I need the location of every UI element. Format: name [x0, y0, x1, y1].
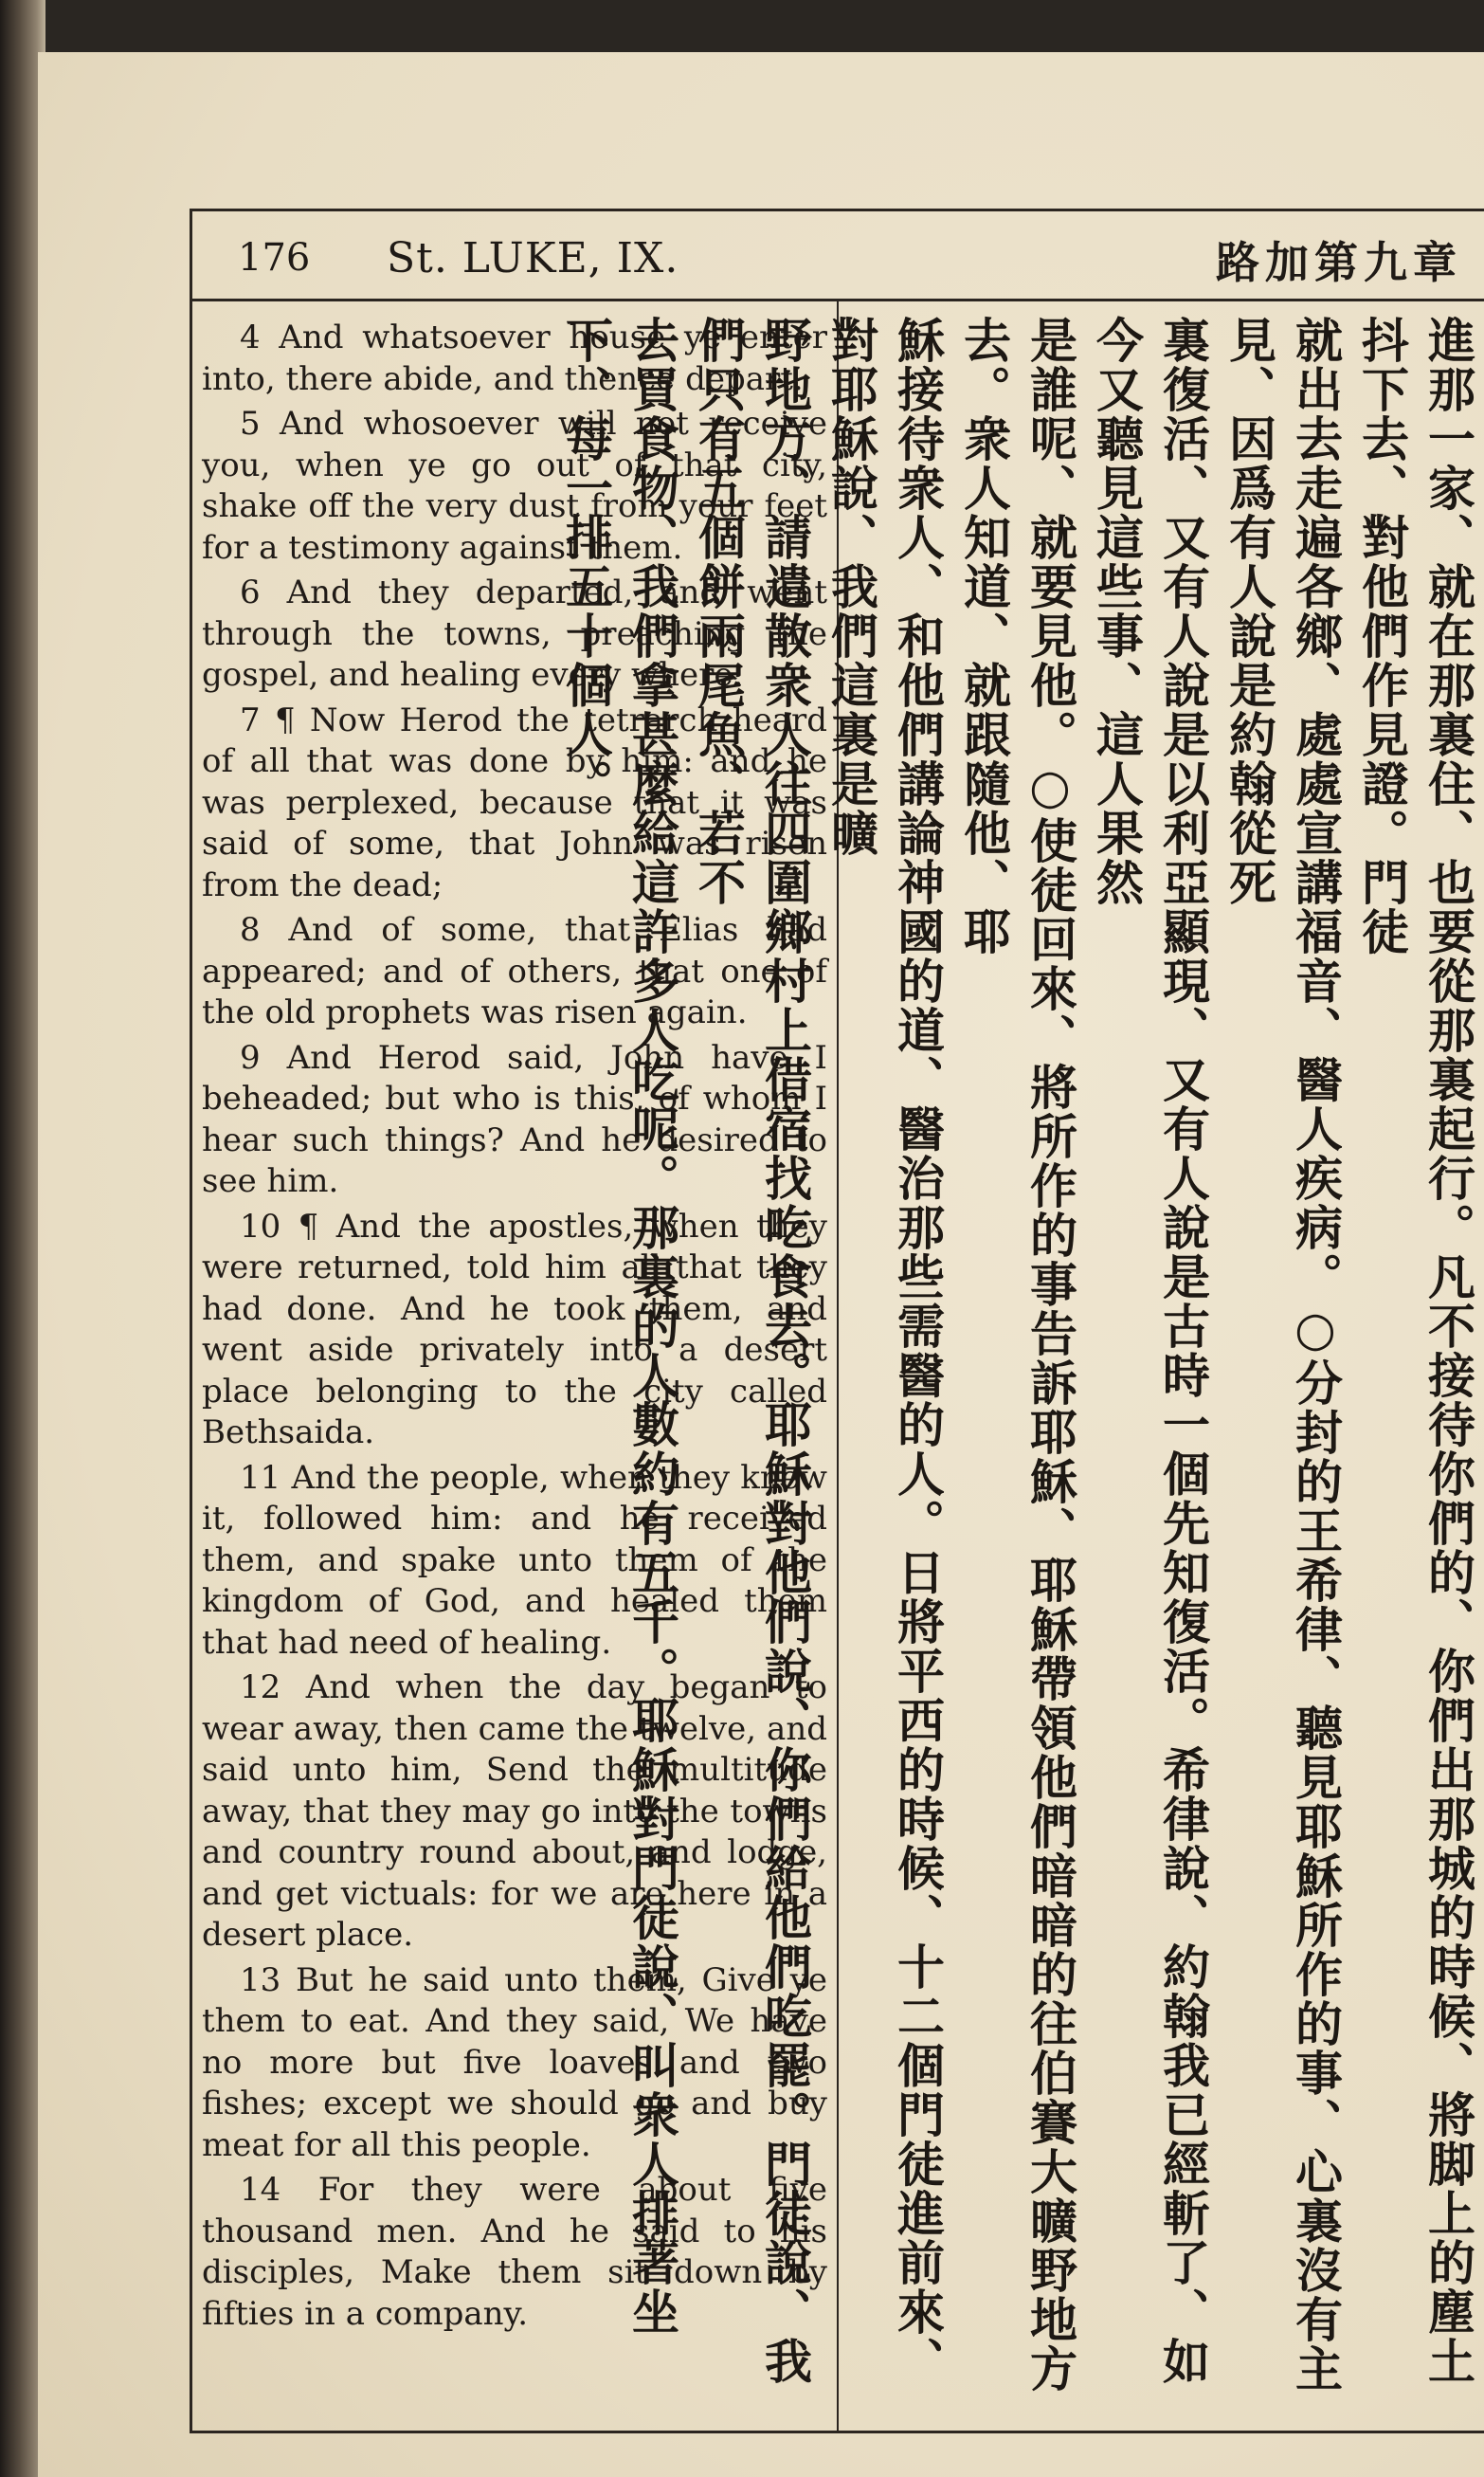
verse-6: 6 And they departed, and went through the towns, preaching the gospel, and healing every where. [202, 574, 827, 694]
chinese-column-2: 就出去走遍各鄉、處處宣講福音、醫人疾病。○分封的王希律、聽見耶穌所作的事、心裏沒有主見、因爲有人說是約翰從死 [1222, 316, 1343, 2394]
page-number: 176 [238, 236, 311, 280]
page-header [192, 211, 1484, 301]
verse-13: 13 But he said unto them, Give ye them to eat. And they said, We have no more but five loaves and two fishes; except we should go and buy meat for all this people. [202, 1960, 827, 2164]
chinese-column-7: 去買食物、我們拿甚麼給這許多人吃呢。那裏的人數約有五千。耶穌對門徒說、叫衆人排著坐下、每一排五十個人。 [558, 316, 679, 2337]
chinese-column-1: 進那一家、就在那裏住、也要從那裏起行。凡不接待你們的、你們出那城的時候、將脚上的塵土抖下去、對他們作見證。門徒 [1354, 316, 1475, 2386]
verse-14: 14 For they were about five thousand men. And he said to his disciples, Make them sit down by fifties in a company. [202, 2171, 827, 2333]
verse-5: 5 And whosoever will not receive you, when ye go out of that city, shake off the very dust from your feet for a testimony against them. [202, 405, 827, 567]
chinese-text-column [558, 316, 1481, 2411]
chinese-column-3: 裏復活、又有人說是以利亞顯現、又有人說是古時一個先知復活。希律說、約翰我已經斬了、如今又聽見這些事、這人果然 [1089, 316, 1210, 2386]
chinese-column-6: 野地方、請遣散衆人往四圍鄉村上借宿找吃食去。耶穌對他們說、你們給他們吃罷。門徒說、我們只有五個餅兩尾魚、若不 [691, 316, 812, 2386]
book-page [38, 52, 1484, 2477]
verse-11: 11 And the people, when they knew it, followed him: and he received them, and spake unto them of the kingdom of God, and healed them that had need of healing. [202, 1458, 827, 1662]
verse-4: 4 And whatsoever house ye enter into, there abide, and thence depart. [202, 319, 827, 398]
chinese-column-4: 是誰呢、就要見他。○使徒回來、將所作的事告訴耶穌、耶穌帶領他們暗暗的往伯賽大曠野地方去。衆人知道、就跟隨他、耶 [956, 316, 1077, 2394]
verse-9: 9 And Herod said, John have I beheaded; but who is this, of whom I hear such things? And he desired to see him. [202, 1038, 827, 1200]
running-title: St. LUKE, IX. [387, 234, 679, 282]
verse-10: 10 ¶ And the apostles, when they were returned, told him all that they had done. And he took them, and went aside privately into a desert place belonging to the city called Bethsaida. [202, 1207, 827, 1451]
chinese-column-5: 穌接待衆人、和他們講論神國的道、醫治那些需醫的人。日將平西的時候、十二個門徒進前來、對耶穌說、我們這裏是曠 [823, 316, 945, 2386]
verse-7: 7 ¶ Now Herod the tetrarch heard of all that was done by him: and he was perplexed, because that it was said of some, that John was risen from the dead; [202, 701, 827, 904]
verse-12: 12 And when the day began to wear away, then came the twelve, and said unto him, Send the multitude away, that they may go into the towns and country round about, and lodge, and get victuals: for we are here in a desert place. [202, 1668, 827, 1954]
verse-8: 8 And of some, that Elias had appeared; and of others, that one of the old prophets was risen again. [202, 911, 827, 1031]
text-frame [190, 209, 1484, 2433]
chinese-chapter-heading: 路加第九章 [1216, 237, 1462, 288]
